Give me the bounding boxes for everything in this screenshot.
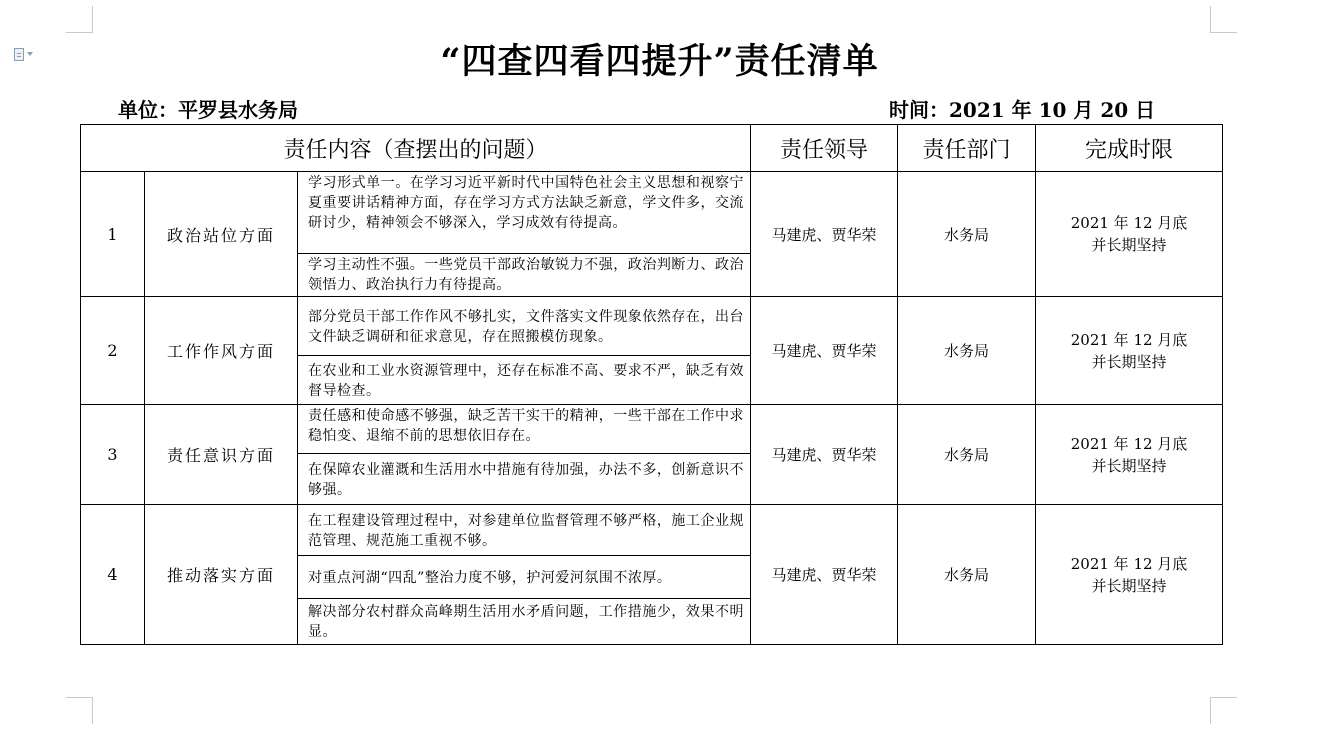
issue-cell: 学习主动性不强。一些党员干部政治敏锐力不强，政治判断力、政治领悟力、政治执行力有待提高。 xyxy=(298,254,751,297)
page-corner-mark-bottom-right xyxy=(1210,697,1237,724)
issue-cell: 学习形式单一。在学习习近平新时代中国特色社会主义思想和视察宁夏重要讲话精神方面，存在学习方式方法缺乏新意，学文件多，交流研讨少，精神领会不够深入，学习成效有待提高。 xyxy=(298,172,751,254)
row-department: 水务局 xyxy=(898,505,1036,645)
row-number: 3 xyxy=(81,405,145,505)
row-department: 水务局 xyxy=(898,405,1036,505)
row-deadline xyxy=(1036,505,1223,645)
row-leader: 马建虎、贾华荣 xyxy=(751,405,898,505)
table-header-row xyxy=(81,125,1223,172)
row-leader: 马建虎、贾华荣 xyxy=(751,172,898,297)
issue-cell: 解决部分农村群众高峰期生活用水矛盾问题，工作措施少，效果不明显。 xyxy=(298,599,751,645)
row-area: 推动落实方面 xyxy=(145,505,298,645)
row-area: 政治站位方面 xyxy=(145,172,298,297)
header-deadline: 完成时限 xyxy=(1036,125,1223,172)
page-corner-mark-top-left xyxy=(66,6,93,33)
row-number: 4 xyxy=(81,505,145,645)
header-content: 责任内容（查摆出的问题） xyxy=(81,125,751,172)
issue-cell: 对重点河湖“四乱”整治力度不够，护河爱河氛围不浓厚。 xyxy=(298,556,751,599)
deadline-date: 2021 年 12 月底 xyxy=(1070,554,1188,573)
issue-cell: 责任感和使命感不够强，缺乏苦干实干的精神，一些干部在工作中求稳怕变、退缩不前的思想依旧存在。 xyxy=(298,405,751,454)
row-area: 责任意识方面 xyxy=(145,405,298,505)
row-number: 1 xyxy=(81,172,145,297)
unit-label: 单位：平罗县水务局 xyxy=(118,98,298,122)
deadline-note: 并长期坚持 xyxy=(1091,576,1167,595)
header-leader: 责任领导 xyxy=(751,125,898,172)
deadline-note: 并长期坚持 xyxy=(1091,352,1167,371)
row-leader: 马建虎、贾华荣 xyxy=(751,505,898,645)
row-department: 水务局 xyxy=(898,297,1036,405)
deadline-date: 2021 年 12 月底 xyxy=(1070,330,1188,349)
row-department: 水务局 xyxy=(898,172,1036,297)
deadline-note: 并长期坚持 xyxy=(1091,456,1167,475)
page-corner-mark-top-right xyxy=(1210,6,1237,33)
row-number: 2 xyxy=(81,297,145,405)
deadline-date: 2021 年 12 月底 xyxy=(1070,434,1188,453)
deadline-date: 2021 年 12 月底 xyxy=(1070,214,1188,232)
table-row xyxy=(81,297,1223,356)
page-corner-mark-bottom-left xyxy=(66,697,93,724)
row-deadline xyxy=(1036,297,1223,405)
row-deadline xyxy=(1036,172,1223,297)
responsibility-table xyxy=(80,124,1223,645)
row-deadline xyxy=(1036,405,1223,505)
issue-cell: 部分党员干部工作作风不够扎实，文件落实文件现象依然存在，出台文件缺乏调研和征求意见，存在照搬模仿现象。 xyxy=(298,297,751,356)
header-department: 责任部门 xyxy=(898,125,1036,172)
deadline-note: 并长期坚持 xyxy=(1091,236,1167,254)
row-area: 工作作风方面 xyxy=(145,297,298,405)
table-row xyxy=(81,405,1223,454)
issue-cell: 在工程建设管理过程中，对参建单位监督管理不够严格，施工企业规范管理、规范施工重视不够。 xyxy=(298,505,751,556)
issue-cell: 在农业和工业水资源管理中，还存在标准不高、要求不严，缺乏有效督导检查。 xyxy=(298,356,751,405)
row-leader: 马建虎、贾华荣 xyxy=(751,297,898,405)
document-title: “四查四看四提升”责任清单 xyxy=(440,41,879,82)
issue-cell: 在保障农业灌溉和生活用水中措施有待加强，办法不多，创新意识不够强。 xyxy=(298,454,751,505)
date-label: 时间：2021 年 10 月 20 日 xyxy=(889,98,1156,122)
table-row xyxy=(81,172,1223,254)
table-row xyxy=(81,505,1223,556)
